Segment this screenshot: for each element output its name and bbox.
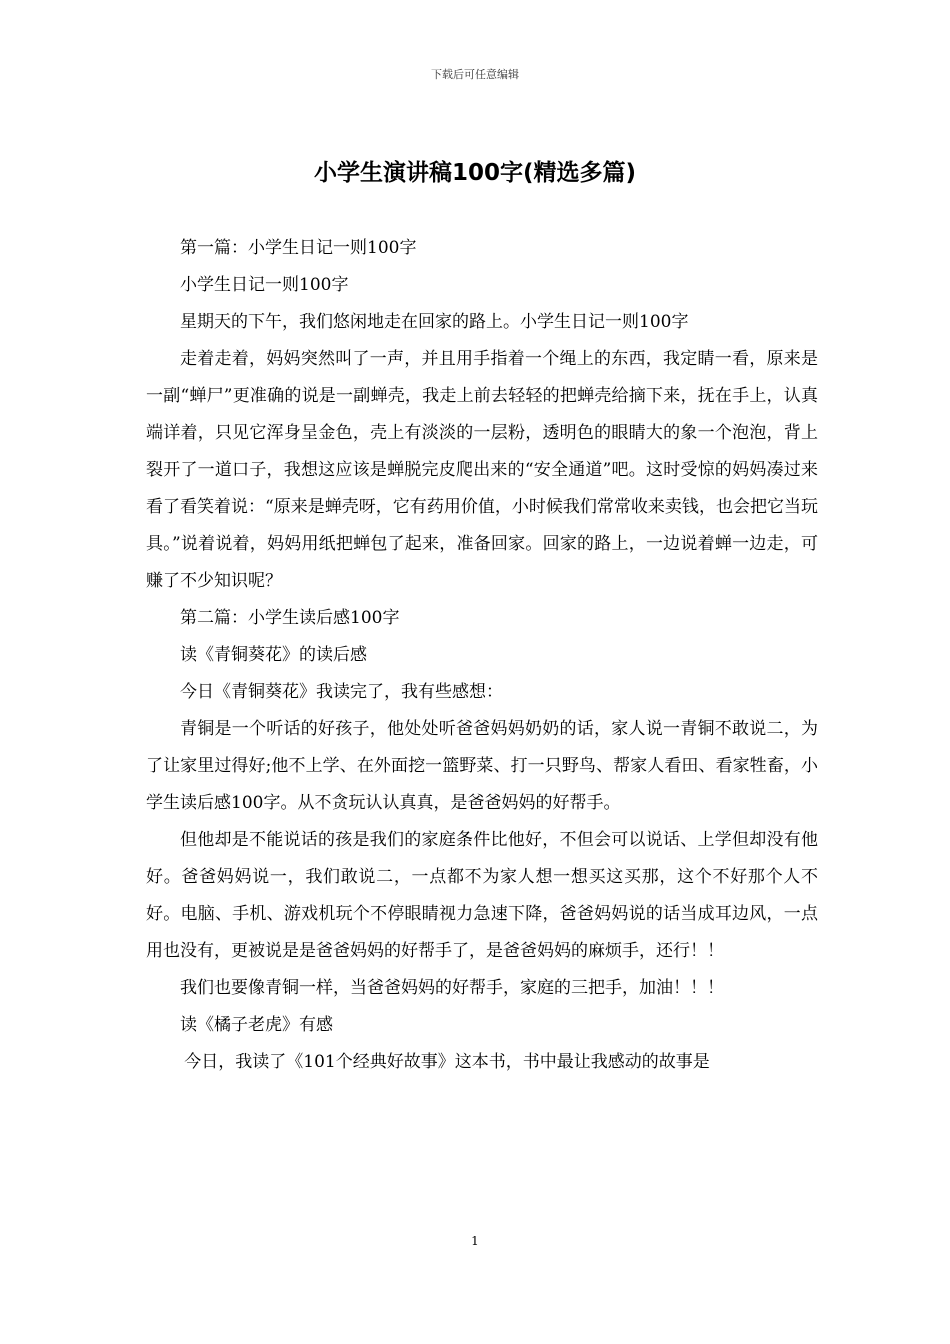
paragraph-4: 走着走着，妈妈突然叫了一声，并且用手指着一个绳上的东西，我定睛一看，原来是一副“蝉尸”更准确的说是一副蝉壳，我走上前去轻轻的把蝉壳给摘下来，抚在手上，认真端详着，只见它浑身呈金色，壳上有淡淡的一层粉，透明色的眼睛大的象一个泡泡，背上裂开了一道口子，我想这应该是蝉脱完皮爬出来的“安全通道”吧。这时受惊的妈妈凑过来看了看笑着说：“原来是蝉壳呀，它有药用价值，小时候我们常常收来卖钱，也会把它当玩具。”说着说着，妈妈用纸把蝉包了起来，准备回家。回家的路上，一边说着蝉一边走，可赚了不少知识呢？: [146, 349, 818, 591]
page-header-note: 下载后可任意编辑: [431, 68, 519, 81]
paragraph-2: 小学生日记一则100字: [180, 275, 349, 295]
paragraph-1: 第一篇：小学生日记一则100字: [180, 238, 417, 258]
paragraph-3: 星期天的下午，我们悠闲地走在回家的路上。小学生日记一则100字: [180, 312, 689, 332]
paragraph-6: 读《青铜葵花》的读后感: [180, 645, 367, 665]
page-number: 1: [471, 1234, 479, 1248]
paragraph-7: 今日《青铜葵花》我读完了，我有些感想：: [180, 682, 503, 702]
paragraph-5: 第二篇：小学生读后感100字: [180, 608, 400, 628]
paragraph-11: 读《橘子老虎》有感: [180, 1015, 333, 1035]
paragraph-9: 但他却是不能说话的孩是我们的家庭条件比他好，不但会可以说话、上学但却没有他好。爸爸妈妈说一，我们敢说二，一点都不为家人想一想买这买那，这个不好那个人不好。电脑、手机、游戏机玩个不停眼睛视力急速下降，爸爸妈妈说的话当成耳边风，一点用也没有，更被说是是爸爸妈妈的好帮手了，是爸爸妈妈的麻烦手，还行！！: [146, 830, 818, 961]
paragraph-10: 我们也要像青铜一样，当爸爸妈妈的好帮手，家庭的三把手，加油！！！: [180, 978, 724, 998]
document-body: [146, 230, 818, 1081]
document-title: 小学生演讲稿100字(精选多篇): [313, 160, 637, 186]
paragraph-12: 今日，我读了《101个经典好故事》这本书，书中最让我感动的故事是: [184, 1052, 710, 1072]
paragraph-8: 青铜是一个听话的好孩子，他处处听爸爸妈妈奶奶的话，家人说一青铜不敢说二，为了让家里过得好;他不上学、在外面挖一篮野菜、打一只野鸟、帮家人看田、看家牲畜，小学生读后感100字。从不贪玩认认真真，是爸爸妈妈的好帮手。: [146, 719, 818, 813]
